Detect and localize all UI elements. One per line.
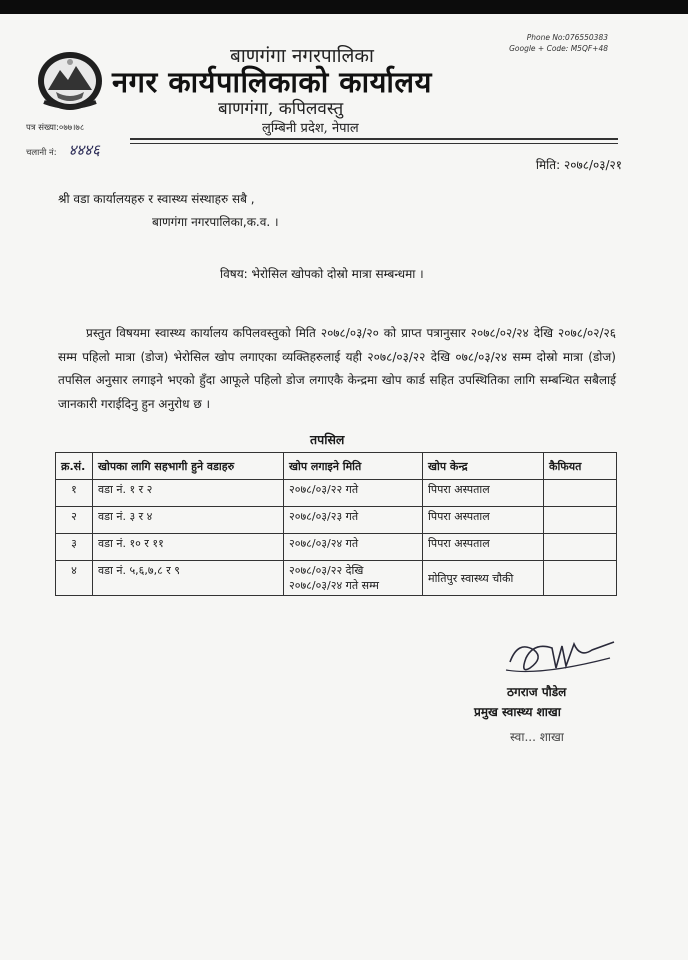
col-header-center: खोप केन्द्र bbox=[423, 453, 544, 480]
col-header-sn: क्र.सं. bbox=[56, 453, 93, 480]
contact-block bbox=[509, 32, 608, 54]
cell-sn: ३ bbox=[56, 534, 93, 561]
table-row bbox=[56, 507, 617, 534]
header-divider bbox=[130, 138, 618, 140]
signatory-title: प्रमुख स्वास्थ्य शाखा bbox=[474, 705, 561, 719]
cell-sn: १ bbox=[56, 480, 93, 507]
signatory-name: ठगराज पौडेल bbox=[507, 685, 567, 699]
municipality-name: बाणगंगा नगरपालिका bbox=[230, 45, 374, 67]
cell-wards: वडा नं. १० र ११ bbox=[93, 534, 284, 561]
letter-subject: विषय: भेरोसिल खोपको दोस्रो मात्रा सम्बन्धमा । bbox=[220, 267, 424, 281]
letter-body: प्रस्तुत विषयमा स्वास्थ्य कार्यालय कपिलवस्तुको मिति २०७८/०३/२० को प्राप्त पत्रानुसार २०७८/०२/२४ देखि २०७८/०२/२६ सम्म पहिलो मात्रा (डोज) भेरोसिल खोप लगाएका व्यक्तिहरुलाई यही २०७८/०३/२२ देखि ०७८/०३/२४ सम्म दोस्रो मात्रा (डोज) तपसिल अनुसार लगाइने भएको हुँदा आफूले पहिलो डोज लगाएकै केन्द्रमा खोप कार्ड सहित उपस्थितिका लागि सम्बन्धित सबैलाई जानकारी गराईदिनु हुन अनुरोध छ । bbox=[58, 326, 616, 411]
schedule-title: तपसिल bbox=[310, 432, 345, 447]
cell-remarks bbox=[544, 480, 617, 507]
col-header-remarks: कैफियत bbox=[544, 453, 617, 480]
top-black-bar bbox=[0, 0, 688, 14]
table-header-row bbox=[56, 453, 617, 480]
province-line: लुम्बिनी प्रदेश, नेपाल bbox=[262, 121, 359, 136]
cell-date: २०७८/०३/२३ गते bbox=[284, 507, 423, 534]
office-title: नगर कार्यपालिकाको कार्यालय bbox=[112, 65, 432, 99]
phone-number: Phone No:076550383 bbox=[526, 33, 608, 42]
addressee-line-1: श्री वडा कार्यालयहरु र स्वास्थ्य संस्थाहरु सबै , bbox=[58, 192, 255, 206]
google-plus-code: Google + Code: M5QF+48 bbox=[509, 44, 608, 53]
cell-date-start: २०७८/०३/२२ देखि bbox=[289, 564, 364, 577]
table-row bbox=[56, 561, 617, 596]
table-row bbox=[56, 480, 617, 507]
cell-remarks bbox=[544, 534, 617, 561]
office-address: बाणगंगा, कपिलवस्तु bbox=[218, 99, 344, 119]
cell-date: २०७८/०३/२४ गते bbox=[284, 534, 423, 561]
cell-wards: वडा नं. ३ र ४ bbox=[93, 507, 284, 534]
cell-wards: वडा नं. १ र २ bbox=[93, 480, 284, 507]
addressee-line-2: बाणगंगा नगरपालिका,क.व. । bbox=[152, 215, 279, 229]
dispatch-label: चलानी नं: bbox=[26, 148, 57, 158]
cell-date-range bbox=[284, 561, 423, 596]
letter-date: मिति: २०७८/०३/२१ bbox=[535, 158, 622, 172]
cell-wards: वडा नं. ५,६,७,८ र ९ bbox=[93, 561, 284, 596]
col-header-date: खोप लगाइने मिति bbox=[284, 453, 423, 480]
vaccination-schedule-table bbox=[55, 452, 617, 596]
signatory-stamp: स्वा... शाखा bbox=[510, 730, 564, 744]
table-row bbox=[56, 534, 617, 561]
dispatch-number-line bbox=[26, 140, 100, 160]
handwritten-signature bbox=[500, 628, 620, 680]
reference-number: पत्र संख्या:०७७।७८ bbox=[26, 123, 85, 133]
cell-center: मोतिपुर स्वास्थ्य चौकी bbox=[423, 561, 544, 596]
cell-date: २०७८/०३/२२ गते bbox=[284, 480, 423, 507]
cell-date-end: २०७८/०३/२४ गते सम्म bbox=[289, 579, 379, 592]
dispatch-number: ४४४६ bbox=[68, 141, 100, 159]
cell-sn: ४ bbox=[56, 561, 93, 596]
cell-center: पिपरा अस्पताल bbox=[423, 507, 544, 534]
col-header-wards: खोपका लागि सहभागी हुने वडाहरु bbox=[93, 453, 284, 480]
cell-remarks bbox=[544, 507, 617, 534]
cell-sn: २ bbox=[56, 507, 93, 534]
cell-center: पिपरा अस्पताल bbox=[423, 480, 544, 507]
cell-remarks bbox=[544, 561, 617, 596]
cell-center: पिपरा अस्पताल bbox=[423, 534, 544, 561]
nepal-emblem-logo bbox=[36, 50, 104, 112]
header-divider-thin bbox=[130, 143, 618, 144]
